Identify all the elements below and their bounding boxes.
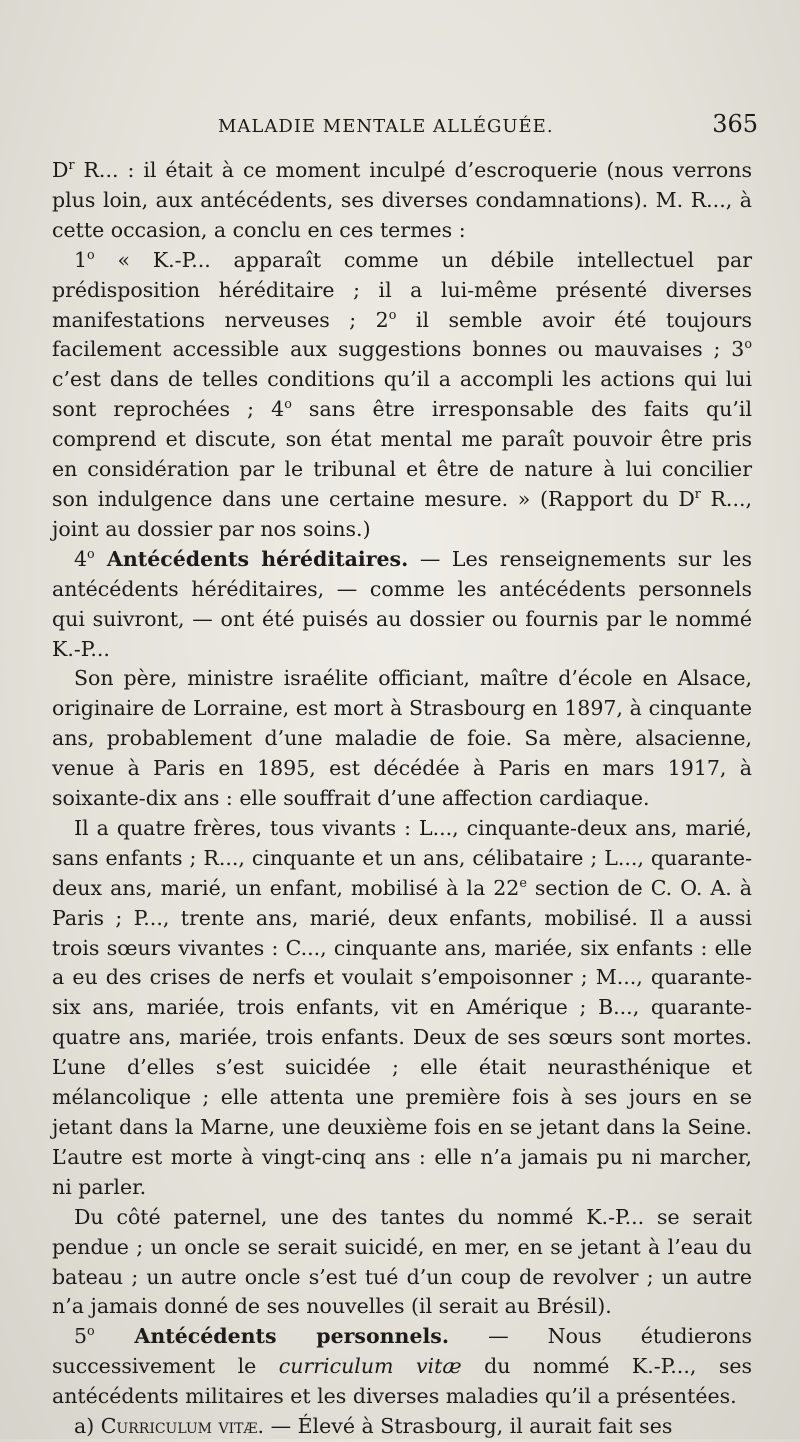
- text-run: R... : il était à ce moment inculpé d’escroquerie (nous verrons plus loin, aux antécédents, ses diverses condamnations). M. R..., à cette occasion, a conclu en ces termes :: [52, 158, 752, 242]
- paragraph-hereditary-heading: [52, 545, 752, 665]
- paragraph-paternal-side: Du côté paternel, une des tantes du nommé K.-P... se serait pendue ; un oncle se serait suicidé, en mer, en se jetant à l’eau du bateau ; un autre oncle s’est tué d’un coup de revolver ; un autre n’a jamais donné de ses nouvelles (il serait au Brésil).: [52, 1204, 752, 1319]
- italic-term: curriculum vitæ: [278, 1354, 462, 1379]
- paragraph-siblings: [52, 814, 752, 1203]
- superscript: o: [744, 336, 752, 352]
- text-run: c’est dans de telles conditions qu’il a accompli les actions qui lui sont reprochées ; 4: [52, 367, 752, 422]
- superscript: o: [87, 246, 95, 262]
- section-number: 4: [74, 546, 88, 571]
- superscript: e: [519, 874, 527, 890]
- text-run: « K.-P... apparaît comme un débile intellectuel par prédisposition héréditaire ; il a lui-même présenté diverses manifestations nerveuses ; 2: [52, 247, 752, 332]
- paragraph-parents: Son père, ministre israélite officiant, maître d’école en Alsace, originaire de Lorraine, est mort à Strasbourg en 1897, à cinquante ans, probablement d’une maladie de foie. Sa mère, alsacienne, venue à Paris en 1895, est décédée à Paris en mars 1917, à soixante-dix ans : elle souffrait d’une affection cardiaque.: [52, 666, 752, 811]
- paragraph-curriculum: [52, 1412, 752, 1442]
- text-run: D: [52, 158, 69, 182]
- text-run: R..., joint au dossier par nos soins.): [52, 486, 752, 541]
- paragraph-personal-heading: [52, 1322, 752, 1412]
- text-run: — Nous étudierons successivement le: [52, 1324, 753, 1379]
- page-number: 365: [712, 110, 758, 138]
- page-header: [58, 110, 758, 150]
- superscript: o: [284, 396, 292, 412]
- paragraph-report-quote: [52, 246, 752, 545]
- section-heading: Antécédents personnels.: [94, 1324, 449, 1349]
- section-number: 5: [74, 1324, 88, 1349]
- text-run: Il a quatre frères, tous vivants : L..., cinquante-deux ans, marié, sans enfants ; R..., cinquante et un ans, célibataire ; L..., quarante-deux ans, marié, un enfant, mobilisé à la 22: [52, 815, 752, 900]
- text-run: — Les renseignements sur les antécédents héréditaires, — comme les antécédents personnels qui suivront, — ont été puisés au dossier ou fournis par le nommé K.-P...: [52, 546, 752, 661]
- superscript: r: [694, 486, 701, 502]
- section-heading: Antécédents héréditaires.: [94, 546, 409, 571]
- running-head: MALADIE MENTALE ALLÉGUÉE.: [218, 116, 554, 137]
- text-run: du nommé K.-P..., ses antécédents militaires et les diverses maladies qu’il a présentées.: [52, 1354, 752, 1409]
- body-text: [52, 156, 752, 1442]
- text-run: 1: [74, 247, 88, 272]
- text-run: — Élevé à Strasbourg, il aurait fait ses: [264, 1414, 673, 1439]
- text-run: il semble avoir été toujours facilement accessible aux suggestions bonnes ou mauvaises ; 3: [52, 307, 752, 362]
- text-run: section de C. O. A. à Paris ; P..., trente ans, marié, deux enfants, mobilisé. Il a aussi trois sœurs vivantes : C..., cinquante ans, mariée, six enfants : elle a eu des crises de nerfs et voulait s’empoisonner ; M..., quarante-six ans, mariée, trois enfants, vit en Amérique ; B..., quarante-quatre ans, mariée, trois enfants. Deux de ses sœurs sont mortes. L’une d’elles s’est suicidée ; elle était neurasthénique et mélancolique ; elle attenta une première fois à ses jours en se jetant dans la Marne, une deuxième fois en se jetant dans la Seine. L’autre est morte à vingt-cinq ans : elle n’a jamais pu ni marcher, ni parler.: [52, 875, 752, 1199]
- superscript: o: [388, 306, 397, 322]
- subsection-heading: Curriculum vitæ.: [100, 1414, 265, 1439]
- item-label: a): [74, 1414, 101, 1439]
- superscript: r: [68, 157, 75, 173]
- superscript: o: [87, 1323, 95, 1339]
- text-run: sans être irresponsable des faits qu’il comprend et discute, son état mental me paraît pouvoir être pris en considération par le tribunal et être de nature à lui concilier son indulgence dans une certaine mesure. » (Rapport du D: [52, 397, 753, 511]
- superscript: o: [87, 545, 95, 561]
- paragraph-report-intro: [52, 156, 752, 246]
